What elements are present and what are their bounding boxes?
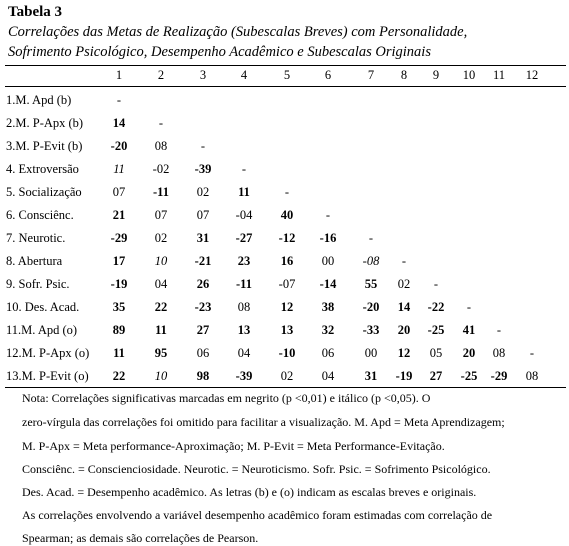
row-label: 3.M. P-Evit (b) bbox=[6, 139, 83, 153]
table-cell: - bbox=[466, 300, 472, 314]
table-cell: 04 bbox=[321, 369, 335, 383]
table-cell: 14 bbox=[112, 116, 126, 130]
note-line: Nota: Correlações significativas marcadas em negrito (p <0,01) e itálico (p <0,05). O bbox=[22, 391, 431, 405]
table-cell: -07 bbox=[278, 277, 296, 291]
table-cell: -02 bbox=[152, 162, 170, 176]
row-label: 13.M. P-Evit (o) bbox=[6, 369, 89, 383]
table-cell: -14 bbox=[319, 277, 337, 291]
table-cell: 05 bbox=[429, 346, 443, 360]
table-cell: 02 bbox=[154, 231, 168, 245]
column-header: 12 bbox=[525, 68, 539, 82]
table-cell: 27 bbox=[429, 369, 443, 383]
column-header: 6 bbox=[324, 68, 332, 82]
table-cell: 17 bbox=[112, 254, 126, 268]
table-cell: 02 bbox=[280, 369, 294, 383]
column-header: 10 bbox=[462, 68, 476, 82]
table-cell: 00 bbox=[321, 254, 335, 268]
table-cell: -29 bbox=[110, 231, 128, 245]
table-cell: -19 bbox=[395, 369, 413, 383]
table-cell: 14 bbox=[397, 300, 411, 314]
row-label: 2.M. P-Apx (b) bbox=[6, 116, 84, 130]
table-cell: 21 bbox=[112, 208, 126, 222]
table-cell: 31 bbox=[196, 231, 210, 245]
note-line: zero-vírgula das correlações foi omitido para facilitar a visualização. M. Apd = Meta Aprendizagem; bbox=[22, 415, 505, 429]
table-cell: - bbox=[325, 208, 331, 222]
table-cell: -39 bbox=[235, 369, 253, 383]
column-header: 4 bbox=[240, 68, 248, 82]
table-cell: 06 bbox=[321, 346, 335, 360]
column-header: 11 bbox=[492, 68, 506, 82]
table-cell: 35 bbox=[112, 300, 126, 314]
table-cell: - bbox=[158, 116, 164, 130]
table-cell: 95 bbox=[154, 346, 168, 360]
table-cell: 26 bbox=[196, 277, 210, 291]
row-label: 1.M. Apd (b) bbox=[6, 93, 72, 107]
note-line: Spearman; as demais são correlações de Pearson. bbox=[22, 531, 259, 545]
table-cell: - bbox=[401, 254, 407, 268]
table-cell: 16 bbox=[280, 254, 294, 268]
table-cell: 55 bbox=[364, 277, 378, 291]
table-cell: - bbox=[433, 277, 439, 291]
table-cell: -27 bbox=[235, 231, 253, 245]
table-cell: -10 bbox=[278, 346, 296, 360]
table-cell: 41 bbox=[462, 323, 476, 337]
table-cell: 12 bbox=[280, 300, 294, 314]
table-cell: -12 bbox=[278, 231, 296, 245]
table-cell: 27 bbox=[196, 323, 210, 337]
table-cell: - bbox=[529, 346, 535, 360]
table-cell: - bbox=[116, 93, 122, 107]
row-label: 4. Extroversão bbox=[6, 162, 79, 176]
column-header: 9 bbox=[432, 68, 440, 82]
caption-line-2: Sofrimento Psicológico, Desempenho Acadêmico e Subescalas Originais bbox=[8, 44, 431, 60]
table-cell: - bbox=[241, 162, 247, 176]
row-label: 7. Neurotic. bbox=[6, 231, 66, 245]
table-cell: -39 bbox=[194, 162, 212, 176]
table-cell: 11 bbox=[238, 185, 250, 199]
table-cell: -29 bbox=[490, 369, 508, 383]
table-cell: -11 bbox=[153, 185, 169, 199]
table-title: Tabela 3 bbox=[8, 4, 63, 20]
table-cell: 32 bbox=[321, 323, 335, 337]
column-header: 2 bbox=[157, 68, 165, 82]
table-cell: -23 bbox=[194, 300, 212, 314]
table-cell: 07 bbox=[154, 208, 168, 222]
table-cell: 20 bbox=[462, 346, 476, 360]
table-cell: 23 bbox=[237, 254, 251, 268]
column-header: 8 bbox=[400, 68, 408, 82]
table-cell: -20 bbox=[362, 300, 380, 314]
row-label: 11.M. Apd (o) bbox=[6, 323, 78, 337]
table-cell: 13 bbox=[280, 323, 294, 337]
table-cell: -04 bbox=[235, 208, 253, 222]
table-cell: 98 bbox=[196, 369, 210, 383]
table-cell: -16 bbox=[319, 231, 337, 245]
table-cell: 11 bbox=[155, 323, 167, 337]
table-cell: -11 bbox=[236, 277, 252, 291]
table-cell: - bbox=[368, 231, 374, 245]
table-cell: 02 bbox=[196, 185, 210, 199]
table-cell: -33 bbox=[362, 323, 380, 337]
note-line: Consciênc. = Conscienciosidade. Neurotic. = Neuroticismo. Sofr. Psic. = Sofrimento Psicológico. bbox=[22, 462, 491, 476]
table-cell: 00 bbox=[364, 346, 378, 360]
note-line: As correlações envolvendo a variável desempenho acadêmico foram estimadas com correlação de bbox=[22, 508, 493, 522]
table-cell: -21 bbox=[194, 254, 212, 268]
row-label: 8. Abertura bbox=[6, 254, 63, 268]
row-label: 10. Des. Acad. bbox=[6, 300, 80, 314]
table-cell: 08 bbox=[525, 369, 539, 383]
table-cell: 22 bbox=[154, 300, 168, 314]
table-cell: 10 bbox=[154, 254, 168, 268]
table-cell: 10 bbox=[154, 369, 168, 383]
table-cell: 11 bbox=[113, 162, 125, 176]
table-cell: 06 bbox=[196, 346, 210, 360]
table-cell: 13 bbox=[237, 323, 251, 337]
table-cell: -20 bbox=[110, 139, 128, 153]
table-cell: -22 bbox=[427, 300, 445, 314]
table-cell: - bbox=[200, 139, 206, 153]
table-cell: 20 bbox=[397, 323, 411, 337]
row-label: 6. Consciênc. bbox=[6, 208, 74, 222]
table-cell: 40 bbox=[280, 208, 294, 222]
table-cell: -19 bbox=[110, 277, 128, 291]
table-cell: -25 bbox=[460, 369, 478, 383]
row-label: 9. Sofr. Psic. bbox=[6, 277, 70, 291]
table-cell: -25 bbox=[427, 323, 445, 337]
table-cell: - bbox=[284, 185, 290, 199]
table-cell: 31 bbox=[364, 369, 378, 383]
column-header: 1 bbox=[115, 68, 123, 82]
column-header: 3 bbox=[199, 68, 207, 82]
table-cell: 22 bbox=[112, 369, 126, 383]
table-cell: - bbox=[496, 323, 502, 337]
table-cell: 07 bbox=[112, 185, 126, 199]
table-cell: -08 bbox=[362, 254, 380, 268]
table-cell: 08 bbox=[492, 346, 506, 360]
table-cell: 02 bbox=[397, 277, 411, 291]
column-header: 5 bbox=[283, 68, 291, 82]
table-cell: 11 bbox=[113, 346, 125, 360]
table-cell: 38 bbox=[321, 300, 335, 314]
table-cell: 12 bbox=[397, 346, 411, 360]
note-line: Des. Acad. = Desempenho acadêmico. As letras (b) e (o) indicam as escalas breves e originais. bbox=[22, 485, 477, 499]
row-label: 5. Socialização bbox=[6, 185, 82, 199]
column-header: 7 bbox=[367, 68, 375, 82]
row-label: 12.M. P-Apx (o) bbox=[6, 346, 90, 360]
table-cell: 08 bbox=[154, 139, 168, 153]
table-cell: 08 bbox=[237, 300, 251, 314]
table-cell: 89 bbox=[112, 323, 126, 337]
table-cell: 07 bbox=[196, 208, 210, 222]
note-line: M. P-Apx = Meta performance-Aproximação; M. P-Evit = Meta Performance-Evitação. bbox=[22, 439, 445, 453]
caption-line-1: Correlações das Metas de Realização (Subescalas Breves) com Personalidade, bbox=[8, 24, 468, 40]
table-cell: 04 bbox=[154, 277, 168, 291]
table-cell: 04 bbox=[237, 346, 251, 360]
